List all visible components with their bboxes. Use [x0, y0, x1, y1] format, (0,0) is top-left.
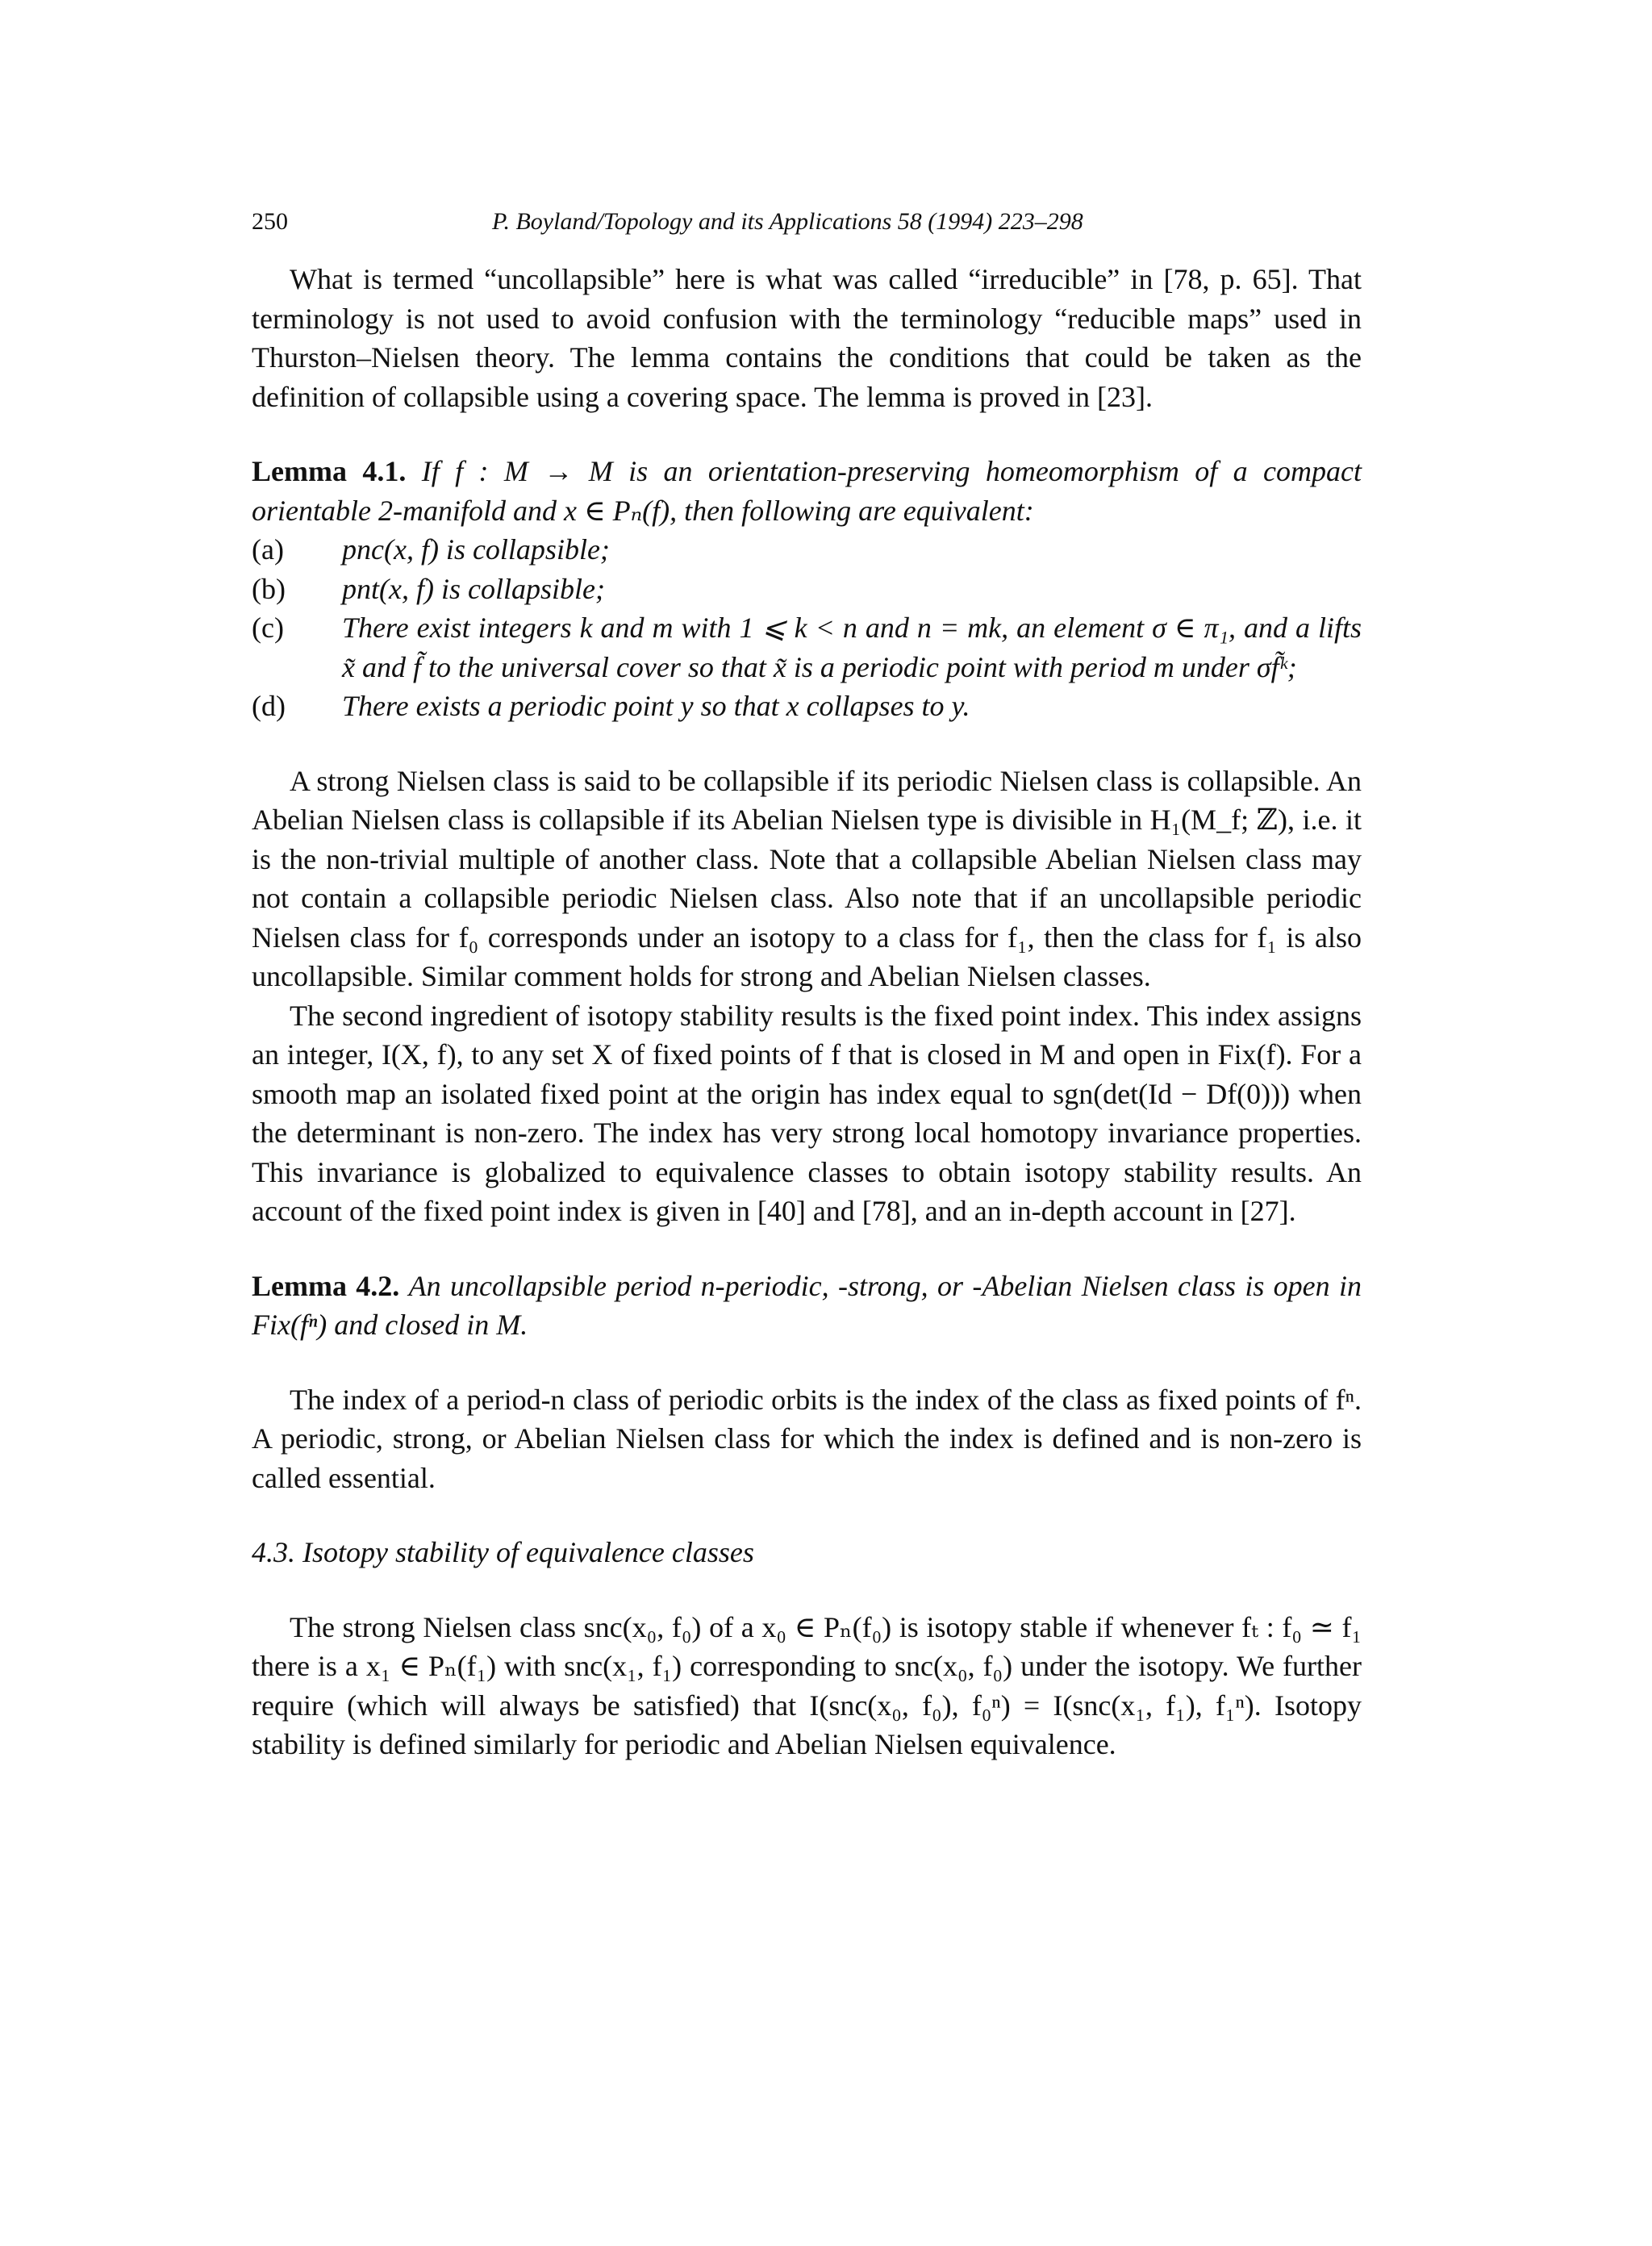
condition-a-text: pnc(x, f) is collapsible; — [342, 533, 610, 566]
lemma-4-1-label: Lemma 4.1. — [252, 455, 407, 487]
condition-b-label: (b) — [252, 572, 286, 605]
section-heading: 4.3. Isotopy stability of equivalence classes — [252, 1536, 754, 1568]
lemma-4-2-label: Lemma 4.2. — [252, 1269, 400, 1302]
lemma-4-1-statement: If f : M → M is an orientation-preserving homeomorphism of a compact orientable 2-manifold and x ∈ Pₙ(f), then following are equivalent: — [252, 455, 1362, 527]
page-number: 250 — [252, 208, 288, 235]
isotopy-stable-paragraph: The strong Nielsen class snc(x₀, f₀) of a x₀ ∈ Pₙ(f₀) is isotopy stable if whenever fₜ : f₀ ≃ f₁ there is a x₁ ∈ Pₙ(f₁) with snc(x₁, f₁) corresponding to snc(x₀, f₀) under the isotopy. We further require (which will always be satisfied) that I(snc(x₀, f₀), f₀ⁿ) = I(snc(x₁, f₁), f₁ⁿ). Isotopy stability is defined similarly for periodic and Abelian Nielsen equivalence. — [252, 1610, 1362, 1760]
body-text — [252, 260, 1362, 1764]
condition-a-label: (a) — [252, 533, 284, 566]
condition-c-label: (c) — [252, 612, 284, 644]
condition-b-text: pnt(x, f) is collapsible; — [342, 572, 605, 605]
condition-d — [252, 687, 1362, 726]
essential-paragraph: The index of a period-n class of periodic orbits is the index of the class as fixed points of fⁿ. A periodic, strong, or Abelian Nielsen class for which the index is defined and is non-zero is called essential. — [252, 1383, 1362, 1494]
lemma-4-2 — [252, 1267, 1362, 1345]
condition-c — [252, 608, 1362, 687]
lemma-4-2-statement: An uncollapsible period n-periodic, -strong, or -Abelian Nielsen class is open in Fix(fⁿ) and closed in M. — [252, 1269, 1362, 1341]
running-title: P. Boyland/Topology and its Applications 58 (1994) 223–298 — [492, 208, 1083, 235]
condition-a — [252, 530, 1362, 570]
collapsible-paragraph: A strong Nielsen class is said to be collapsible if its periodic Nielsen class is collapsible. An Abelian Nielsen class is collapsible if its Abelian Nielsen type is divisible in H₁(M_f; ℤ), i.e. it is the non-trivial multiple of another class. Note that a collapsible Abelian Nielsen class may not contain a collapsible periodic Nielsen class. Also note that if an uncollapsible periodic Nielsen class for f₀ corresponds under an isotopy to a class for f₁, then the class for f₁ is also uncollapsible. Similar comment holds for strong and Abelian Nielsen classes. — [252, 764, 1362, 992]
lemma-4-1-conditions — [252, 530, 1362, 726]
condition-c-text: There exist integers k and m with 1 ⩽ k < n and n = mk, an element σ ∈ π₁, and a lifts x̃ and f̃ to the universal cover so that x̃ is a periodic point with period m under σf̃ᵏ; — [342, 612, 1362, 683]
condition-d-label: (d) — [252, 690, 286, 722]
condition-b — [252, 570, 1362, 609]
intro-paragraph: What is termed “uncollapsible” here is what was called “irreducible” in [78, p. 65]. That terminology is not used to avoid confusion with the terminology “reducible maps” used in Thurston–Nielsen theory. The lemma contains the conditions that could be taken as the definition of collapsible using a covering space. The lemma is proved in [23]. — [252, 263, 1362, 413]
lemma-4-1 — [252, 452, 1362, 726]
fixed-point-index-paragraph: The second ingredient of isotopy stability results is the fixed point index. This index assigns an integer, I(X, f), to any set X of fixed points of f that is closed in M and open in Fix(f). For a smooth map an isolated fixed point at the origin has index equal to sgn(det(Id − Df(0))) when the determinant is non-zero. The index has very strong local homotopy invariance properties. This invariance is globalized to equivalence classes to obtain isotopy stability results. An account of the fixed point index is given in [40] and [78], and an in-depth account in [27]. — [252, 999, 1362, 1227]
condition-d-text: There exists a periodic point y so that x collapses to y. — [342, 690, 970, 722]
